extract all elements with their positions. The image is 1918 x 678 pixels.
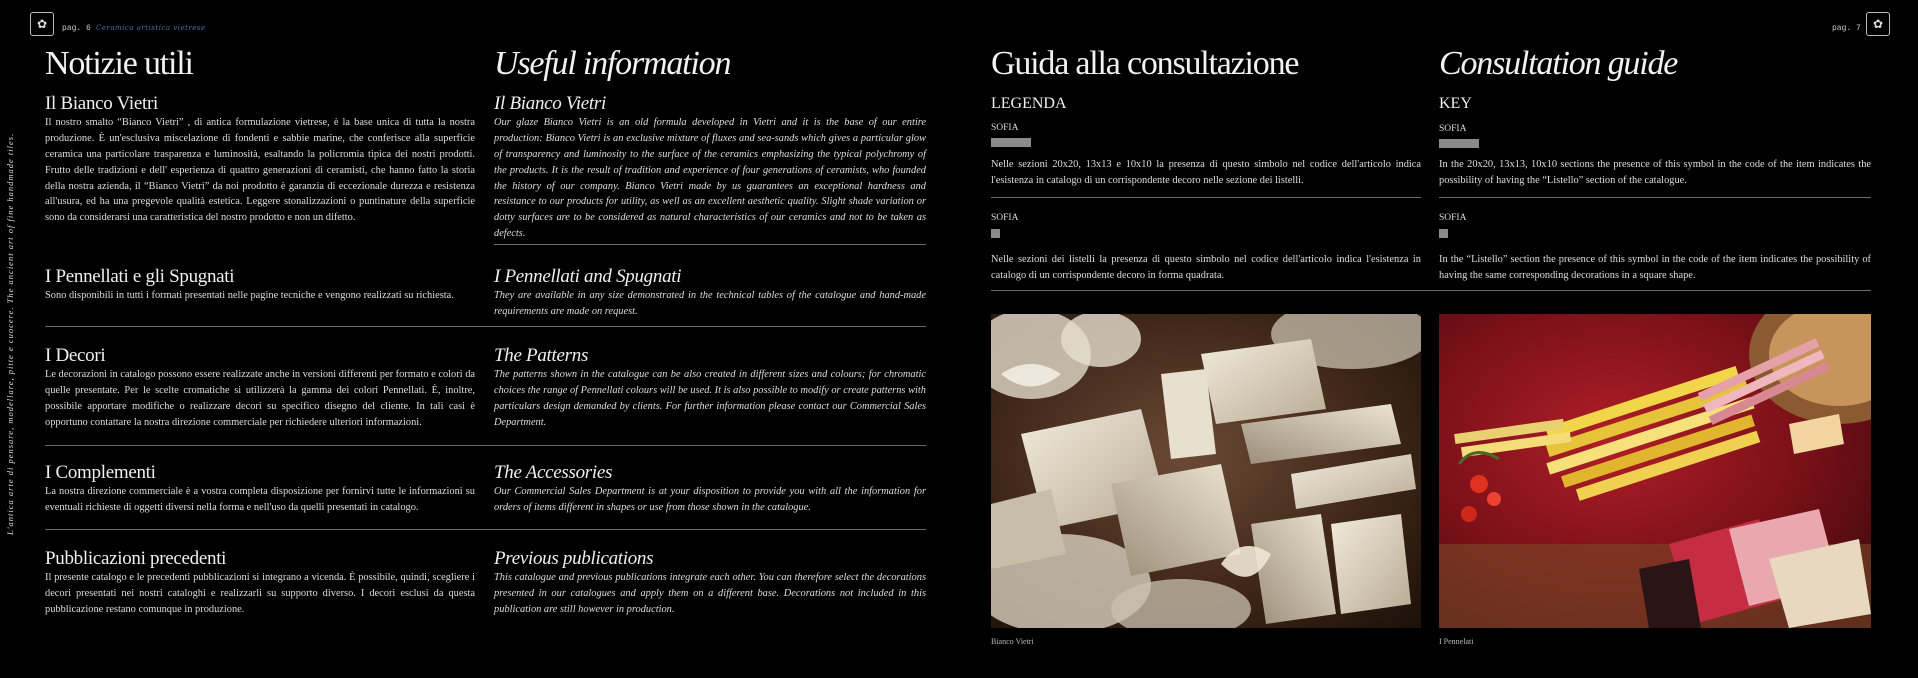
title-consultation-guide: Consultation guide [1439, 45, 1678, 82]
section-body: Le decorazioni in catalogo possono essere realizzate anche in versioni differenti per formato e colori da quelle presentate. Per le scelte cromatiche si utilizzerà la gamma dei colori Pennellati. È, inoltre, possibile apportare modifiche o realizzare decori su specifico disegno del cliente. In tali casi è opportuno contattare la nostra direzione commerciale per richiedere ulteriori informazioni. [45, 368, 475, 428]
divider [494, 244, 926, 245]
entry-label: SOFIA [991, 213, 1019, 223]
title-notizie-utili: Notizie utili [45, 45, 193, 82]
entry-label: SOFIA [991, 123, 1019, 133]
section-heading: Pubblicazioni precedenti [45, 548, 227, 569]
vietri-logo-icon: ✿ [30, 12, 54, 36]
section-heading: Il Bianco Vietri [45, 93, 158, 114]
photo-pennellati [1439, 314, 1871, 628]
key-heading: LEGENDA [991, 95, 1067, 112]
vietri-logo-icon: ✿ [1866, 12, 1890, 36]
key-heading: KEY [1439, 95, 1472, 112]
column-en-useful [494, 47, 926, 81]
section-en-4 [494, 549, 926, 618]
section-body: This catalogue and previous publications integrate each other. You can therefore select the decorations presented in our catalogues and apply them on a different base. Decorations not included in this publication are still however in production. [494, 571, 926, 615]
entry-label: SOFIA [1439, 124, 1467, 134]
section-body: Il presente catalogo e le precedenti pubblicazioni si integrano a vicenda. È possibile, quindi, scegliere i decori presentati nei nostri cataloghi e realizzarli su supporto diverso. I decori esclusi da questa pubblicazione restano comunque in produzione. [45, 571, 475, 615]
divider [991, 197, 1421, 198]
title-useful-information: Useful information [494, 45, 731, 82]
entry-body: In the 20x20, 13x13, 10x10 sections the presence of this symbol in the code of the item indicates the possibility of having the “Listello” section of the catalogue. [1439, 159, 1871, 186]
entry-label: SOFIA [1439, 213, 1467, 223]
section-heading: I Complementi [45, 462, 156, 483]
listello-symbol-icon [991, 138, 1031, 147]
section-body: Sono disponibili in tutti i formati presentati nelle pagine tecniche e vengono realizzati su richiesta. [45, 289, 454, 301]
section-en-3 [494, 463, 926, 516]
divider [1439, 197, 1871, 198]
section-it-4 [45, 549, 475, 618]
column-it-guide [991, 47, 1423, 113]
photo-bianco-vietri [991, 314, 1421, 628]
divider [45, 326, 926, 327]
entry-body: Nelle sezioni 20x20, 13x13 e 10x10 la presenza di questo simbolo nel codice dell'articolo indica l'esistenza in catalogo di un corrispondente decoro nelle sezione dei listelli. [991, 159, 1421, 186]
photo-caption: I Pennelati [1439, 637, 1474, 646]
page-number-right: pag. 7 [1832, 24, 1861, 33]
divider [45, 445, 926, 446]
section-body: La nostra direzione commerciale è a vostra completa disposizione per fornirvi tutte le informazioni su eventuali richieste di oggetti diversi nella forma e nell'uso da quelli presentati in catalogo. [45, 485, 475, 513]
entry-body: Nelle sezioni dei listelli la presenza di questo simbolo nel codice dell'articolo indica l'esistenza in catalogo di un corrispondente decoro in forma quadrata. [991, 254, 1421, 281]
running-head: Ceramica artistica vietrese [96, 24, 206, 32]
square-symbol-icon [991, 229, 1000, 238]
section-en-0 [494, 94, 926, 242]
page-number-left: pag. 6 [62, 24, 91, 33]
section-it-1 [45, 267, 475, 304]
section-body: Il nostro smalto “Bianco Vietri” , di antica formulazione vietrese, è la base unica di tutta la nostra produzione. È un'esclusiva miscelazione di fondenti e sabbie marine, che conferisce alla superficie ceramica una particolare trasparenza e luminosità, esaltando la policromia tipica dei nostri prodotti. Frutto delle tradizioni e dell' esperienza di quattro generazioni di ceramisti, che hanno fatto la storia della nostra azienda, il “Bianco Vietri” da noi prodotto è garanzia di eccezionale durezza e resistenza all'usura, ed ha una pregevole qualità estetica. Leggere stonalizzazioni o puntinature della superficie sono da considerarsi una caratteristica del nostro prodotto e non un difetto. [45, 116, 475, 224]
section-it-2 [45, 346, 475, 431]
square-symbol-icon [1439, 229, 1448, 238]
column-en-guide [1439, 47, 1871, 113]
section-heading: The Patterns [494, 345, 589, 366]
title-guida: Guida alla consultazione [991, 45, 1299, 82]
section-it-3 [45, 463, 475, 516]
photo-caption: Bianco Vietri [991, 637, 1034, 646]
column-it-useful [45, 47, 475, 81]
vertical-tagline: L'antica arte di pensare, modellare, pitte e cuocere. The ancient art of fine handmade tiles. [5, 132, 15, 535]
section-heading: Il Bianco Vietri [494, 93, 606, 114]
section-en-1 [494, 267, 926, 320]
section-heading: I Pennellati and Spugnati [494, 266, 682, 287]
section-body: The patterns shown in the catalogue can be also created in different sizes and colours; for chromatic choices the range of Pennellati colours will be used. It is also possible to modify or create patterns with particulars design demanded by clients. For further information please contact our Commercial Sales Department. [494, 368, 926, 428]
section-heading: I Decori [45, 345, 106, 366]
entry-body: In the “Listello” section the presence of this symbol in the code of the item indicates the possibility of having the same corresponding decorations in a square shape. [1439, 254, 1871, 281]
section-heading: Previous publications [494, 548, 654, 569]
section-en-2 [494, 346, 926, 431]
listello-symbol-icon [1439, 139, 1479, 148]
section-heading: The Accessories [494, 462, 613, 483]
section-body: Our glaze Bianco Vietri is an old formula developed in Vietri and it is the base of our entire production: Bianco Vietri is an exclusive mixture of fluxes and sea-sands which gives a particular glow of transparency and luminosity to the surface of the ceramics emphasizing the typical polychromy of the products. It is the result of tradition and experience of four generations of ceramists, who founded the history of our company. Bianco Vietri made by us guarantees an exceptional hardness and resistance to our products for utility, as well as an excellent aesthetic quality. Slight shade variation or dotty surfaces are to be considered as natural characteristics of our ceramics and not to be taken as defects. [494, 116, 926, 240]
section-heading: I Pennellati e gli Spugnati [45, 266, 235, 287]
divider [991, 290, 1871, 291]
section-it-0 [45, 94, 475, 226]
divider [45, 529, 926, 530]
section-body: They are available in any size demonstrated in the technical tables of the catalogue and hand-made requirements are made on request. [494, 289, 926, 317]
section-body: Our Commercial Sales Department is at your disposition to provide you with all the information for orders of items different in shapes or use from those shown in the catalogue. [494, 485, 926, 513]
